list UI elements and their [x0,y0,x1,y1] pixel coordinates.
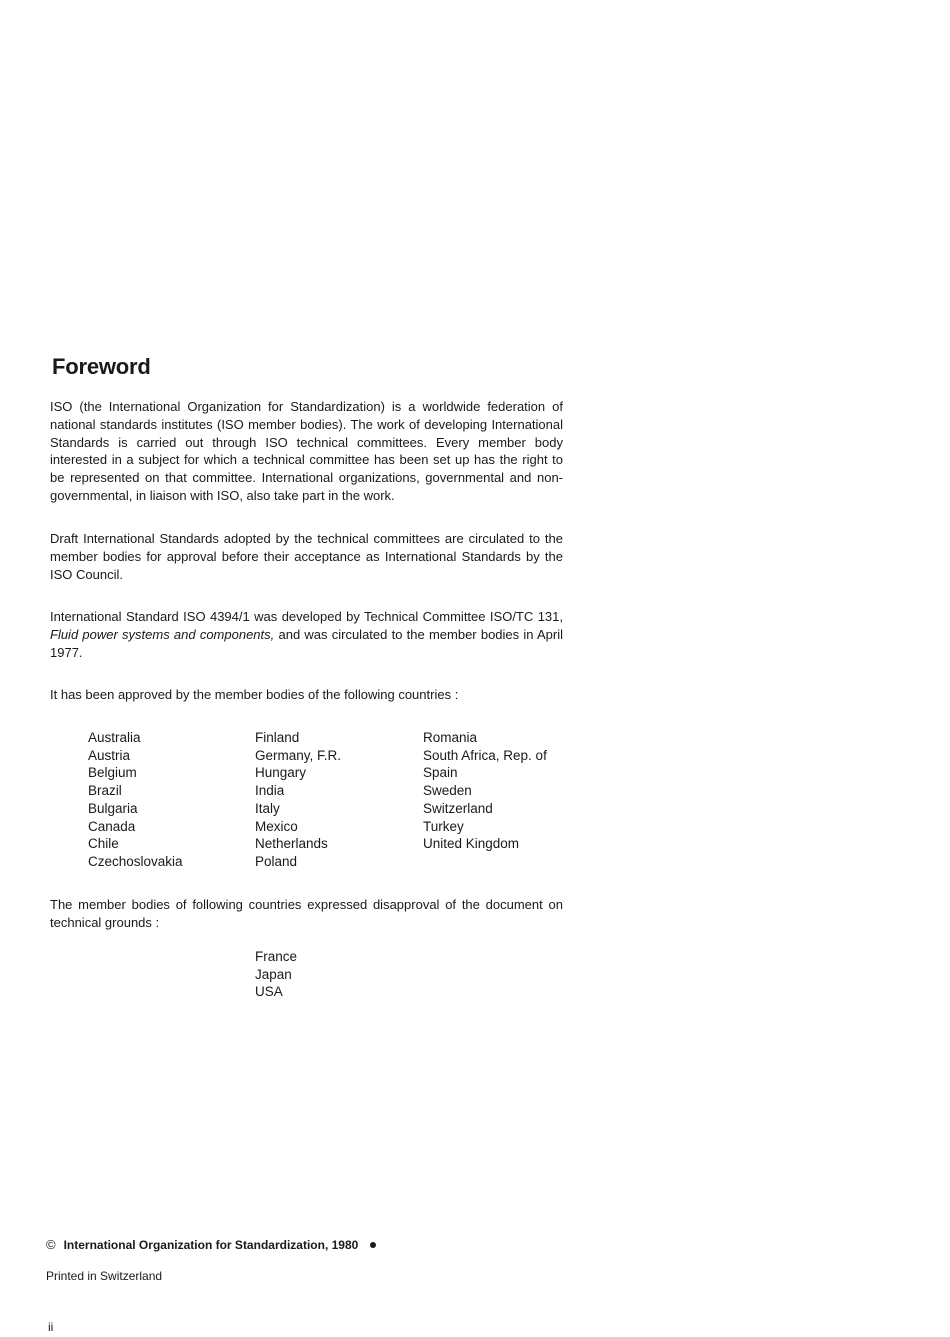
country-item: South Africa, Rep. of [423,747,547,763]
foreword-heading: Foreword [52,354,151,379]
committee-title: Fluid power systems and components, [50,626,275,642]
country-item: Czechoslovakia [88,853,183,869]
country-item: Canada [88,818,136,834]
development-text-end: and was circulated to the member bodies in April 1977. [50,626,563,660]
foreword-paragraph-development [50,608,563,661]
country-item: United Kingdom [423,836,520,852]
foreword-paragraph-draft-standards: Draft International Standards adopted by the technical committees are circulated to the member bodies for approval before their acceptance as International Standards by the ISO Council. [50,531,563,582]
country-item: France [255,949,298,964]
country-item: Chile [88,836,119,852]
country-item: Germany, F.R. [255,747,342,763]
disapproving-countries-list [255,948,297,1001]
country-item: India [255,783,285,799]
country-item: Turkey [423,818,464,834]
country-item: Switzerland [423,800,493,816]
approving-countries-column-3 [423,729,547,853]
country-item: Spain [423,765,458,781]
country-item: Netherlands [255,836,328,852]
country-item: Italy [255,800,280,816]
approving-countries-column-2 [255,729,341,871]
country-item: Bulgaria [88,800,138,816]
foreword-paragraph-iso-intro: ISO (the International Organization for Standardization) is a worldwide federation of national standards institutes (ISO member bodies). The work of developing International Standards is carried out through ISO technical committees. Every member body interested in a subject for which a technical committee has been set up has the right to be represented on that committee. International organizations, governmental and non-governmental, in liaison with ISO, also take part in the work. [50,399,563,503]
approving-countries-column-1 [88,729,183,871]
country-item: Brazil [88,783,122,799]
country-item: Belgium [88,765,137,781]
country-item: Austria [88,747,131,763]
bullet-icon [370,1242,376,1248]
copyright-text: International Organization for Standardization, 1980 [63,1238,359,1252]
development-text-start: International Standard ISO 4394/1 was developed by Technical Committee ISO/TC 131, [50,609,563,624]
country-item: Finland [255,730,300,745]
copyright-line [46,1237,376,1252]
country-item: Poland [255,853,298,869]
page-number: ii [48,1320,54,1334]
country-item: Mexico [255,818,298,834]
country-item: Hungary [255,765,307,781]
disapproval-intro: The member bodies of following countries expressed disapproval of the document on technical grounds : [50,897,563,930]
approval-intro: It has been approved by the member bodies of the following countries : [50,687,459,702]
country-item: Australia [88,730,141,745]
country-item: Romania [423,730,478,745]
printed-location: Printed in Switzerland [46,1269,163,1283]
country-item: Sweden [423,783,472,799]
country-item: Japan [255,966,292,982]
country-item: USA [255,984,283,1000]
copyright-symbol: © [46,1237,56,1252]
